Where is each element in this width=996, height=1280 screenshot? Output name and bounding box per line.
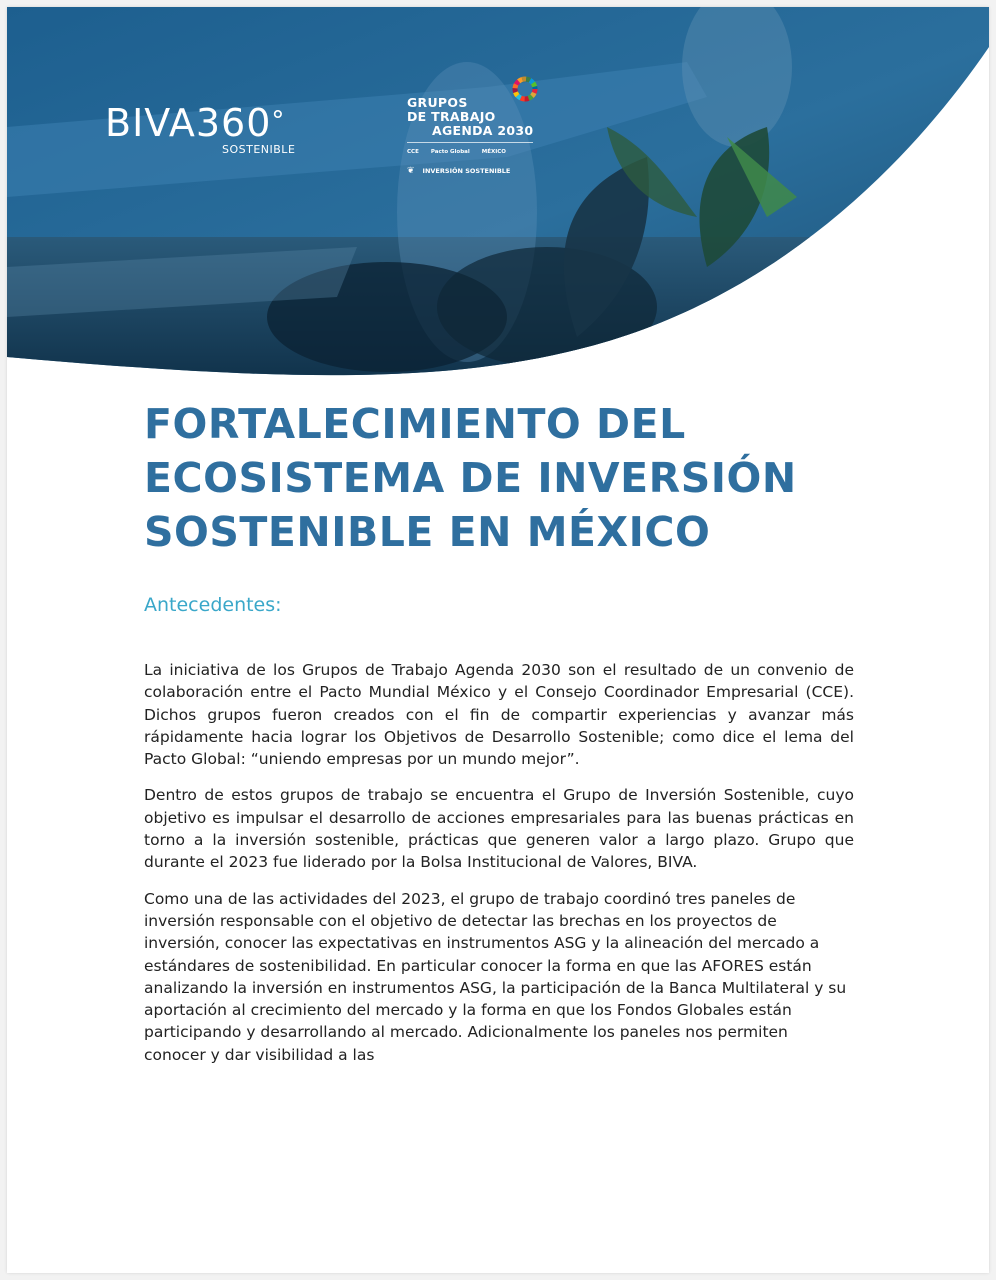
document-page <box>7 7 989 1273</box>
paragraph-1: La iniciativa de los Grupos de Trabajo Agenda 2030 son el resultado de un convenio de colaboración entre el Pacto Mundial México y el Consejo Coordinador Empresarial (CCE). Dichos grupos fueron creados con el fin de compartir experiencias y avanzar más rápidamente hacia lograr los Objetivos de Desarrollo Sostenible; como dice el lema del Pacto Global: “uniendo empresas por un mundo mejor”. <box>144 661 854 769</box>
partner-cce: CCE <box>407 148 419 155</box>
brand-subtitle: SOSTENIBLE <box>222 143 296 156</box>
agenda-line-3: AGENDA 2030 <box>432 123 534 138</box>
body-text <box>144 659 854 1080</box>
sdg-wheel-icon <box>512 76 538 102</box>
page-title <box>144 397 904 559</box>
banner-graphic <box>7 7 989 387</box>
brand-degree: ° <box>271 106 286 136</box>
agenda-divider <box>407 142 533 143</box>
title-line-3: SOSTENIBLE EN MÉXICO <box>144 508 711 556</box>
biva360-logo <box>105 101 296 156</box>
agenda-2030-logo <box>407 96 547 176</box>
paragraph-3: Como una de las actividades del 2023, el grupo de trabajo coordinó tres paneles de inversión responsable con el objetivo de detectar las brechas en los proyectos de inversión, conocer las expectativas en instrumentos ASG y la alineación del mercado a estándares de sostenibilidad. En particular conocer la forma en que las AFORES están analizando la inversión en instrumentos ASG, la participación de la Banca Multilateral y su aportación al crecimiento del mercado y la forma en que los Fondos Globales están participando y desarrollando al mercado. Adicionalmente los paneles nos permiten conocer y dar visibilidad a las <box>144 889 847 1064</box>
inversion-sostenible-tag <box>407 166 547 176</box>
paragraph-2: Dentro de estos grupos de trabajo se encuentra el Grupo de Inversión Sostenible, cuyo objetivo es impulsar el desarrollo de acciones empresariales para las buenas prácticas en torno a la inversión sostenible, prácticas que generen valor a largo plazo. Grupo que durante el 2023 fue liderado por la Bolsa Institucional de Valores, BIVA. <box>144 786 854 872</box>
partner-pacto-global: Pacto Global <box>430 148 470 155</box>
header-banner <box>7 7 989 387</box>
partner-logos <box>407 147 547 156</box>
inversion-sostenible-icon: ❦ <box>407 166 415 176</box>
title-line-2: ECOSISTEMA DE INVERSIÓN <box>144 454 797 502</box>
agenda-line-2: DE TRABAJO <box>407 109 496 124</box>
agenda-line-1: GRUPOS <box>407 95 468 110</box>
section-heading: Antecedentes: <box>144 594 282 616</box>
brand-name: BIVA360 <box>105 101 272 145</box>
partner-mexico: MÉXICO <box>481 148 506 155</box>
title-line-1: FORTALECIMIENTO DEL <box>144 400 686 448</box>
inversion-sostenible-label: INVERSIÓN SOSTENIBLE <box>422 167 511 175</box>
